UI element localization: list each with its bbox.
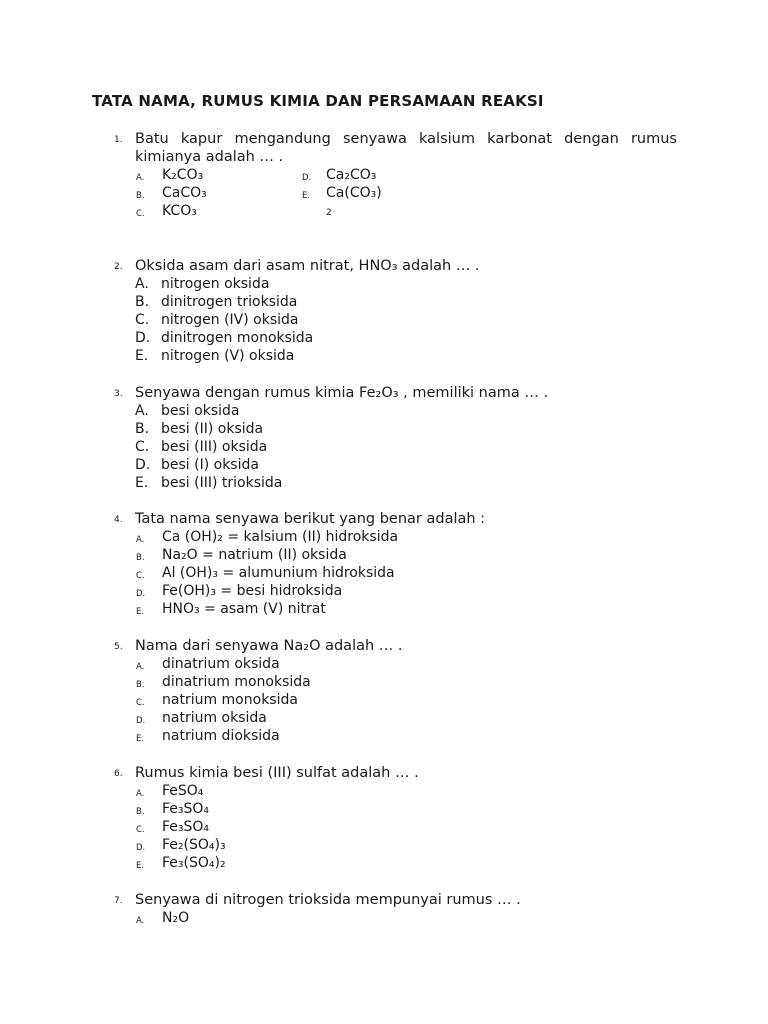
option-text: dinitrogen monoksida	[161, 330, 314, 346]
question-number: 2.	[114, 262, 123, 272]
option-text: besi (III) oksida	[161, 439, 268, 455]
option-letter: C.	[136, 825, 145, 835]
option-text: Fe₃SO₄	[162, 819, 210, 835]
page-title: TATA NAMA, RUMUS KIMIA DAN PERSAMAAN REAKSI	[92, 92, 544, 110]
question-text: Senyawa di nitrogen trioksida mempunyai rumus … .	[135, 892, 521, 908]
option-letter: A.	[136, 662, 145, 672]
option-text: dinatrium oksida	[162, 656, 280, 672]
option-letter: C.	[136, 571, 145, 581]
option-text: CaCO₃	[162, 185, 207, 201]
option-letter: B.	[136, 680, 145, 690]
option-letter: A.	[136, 173, 145, 183]
question-number: 6.	[114, 769, 123, 779]
option-letter: A.	[136, 789, 145, 799]
option-text: natrium dioksida	[162, 728, 280, 744]
option-letter: D.	[135, 330, 151, 346]
option-text: Fe₃(SO₄)₂	[162, 855, 226, 871]
option-letter: C.	[135, 439, 150, 455]
question-number: 5.	[114, 642, 123, 652]
option-letter: B.	[135, 294, 150, 310]
option-text: besi (II) oksida	[161, 421, 264, 437]
question-text: Senyawa dengan rumus kimia Fe₂O₃ , memiliki nama … .	[135, 385, 549, 401]
question-number: 4.	[114, 515, 123, 525]
option-text: natrium oksida	[162, 710, 267, 726]
option-text: Na₂O = natrium (II) oksida	[162, 547, 347, 563]
question-number: 7.	[114, 896, 123, 906]
question-number: 1.	[114, 135, 123, 145]
question-text: Rumus kimia besi (III) sulfat adalah … .	[135, 765, 419, 781]
option-letter: D.	[302, 173, 312, 183]
option-text: Al (OH)₃ = alumunium hidroksida	[162, 565, 395, 581]
option-text: HNO₃ = asam (V) nitrat	[162, 601, 326, 617]
option-text: Fe₂(SO₄)₃	[162, 837, 226, 853]
option-text: Ca(CO₃)	[326, 185, 382, 201]
option-letter: E.	[135, 348, 149, 364]
option-letter: B.	[136, 553, 145, 563]
option-text: FeSO₄	[162, 783, 204, 799]
option-letter: D.	[136, 589, 146, 599]
option-text: Ca₂CO₃	[326, 167, 377, 183]
option-letter: B.	[135, 421, 150, 437]
option-letter: B.	[136, 807, 145, 817]
option-text: besi (III) trioksida	[161, 475, 283, 491]
option-text: KCO₃	[162, 203, 197, 219]
option-text: K₂CO₃	[162, 167, 204, 183]
question-text: Oksida asam dari asam nitrat, HNO₃ adalah … .	[135, 258, 480, 274]
question-number: 3.	[114, 389, 123, 399]
option-text: nitrogen oksida	[161, 276, 270, 292]
question-text: Batu kapur mengandung senyawa kalsium karbonat dengan rumus kimianya adalah … .	[135, 131, 677, 165]
option-letter: B.	[136, 191, 145, 201]
option-letter: E.	[136, 734, 145, 744]
option-letter: D.	[136, 843, 146, 853]
option-letter: A.	[135, 276, 149, 292]
option-text: Ca (OH)₂ = kalsium (II) hidroksida	[162, 529, 399, 545]
option-letter: C.	[135, 312, 150, 328]
option-letter: E.	[302, 191, 311, 201]
option-letter: E.	[135, 475, 149, 491]
option-letter: D.	[136, 716, 146, 726]
option-letter: A.	[135, 403, 149, 419]
option-letter: C.	[136, 209, 145, 219]
option-letter: E.	[136, 607, 145, 617]
option-text: N₂O	[162, 910, 190, 926]
option-text: natrium monoksida	[162, 692, 298, 708]
option-text: nitrogen (IV) oksida	[161, 312, 299, 328]
wrapped-subscript: 2	[326, 208, 332, 218]
option-letter: D.	[135, 457, 151, 473]
option-letter: A.	[136, 916, 145, 926]
option-text: besi (I) oksida	[161, 457, 259, 473]
option-letter: C.	[136, 698, 145, 708]
option-text: dinatrium monoksida	[162, 674, 311, 690]
question-text: Tata nama senyawa berikut yang benar adalah :	[135, 511, 486, 527]
option-text: besi oksida	[161, 403, 240, 419]
option-text: nitrogen (V) oksida	[161, 348, 295, 364]
question-text: Nama dari senyawa Na₂O adalah … .	[135, 638, 403, 654]
option-letter: E.	[136, 861, 145, 871]
option-text: Fe₃SO₄	[162, 801, 210, 817]
option-text: dinitrogen trioksida	[161, 294, 298, 310]
option-text: Fe(OH)₃ = besi hidroksida	[162, 583, 343, 599]
option-letter: A.	[136, 535, 145, 545]
